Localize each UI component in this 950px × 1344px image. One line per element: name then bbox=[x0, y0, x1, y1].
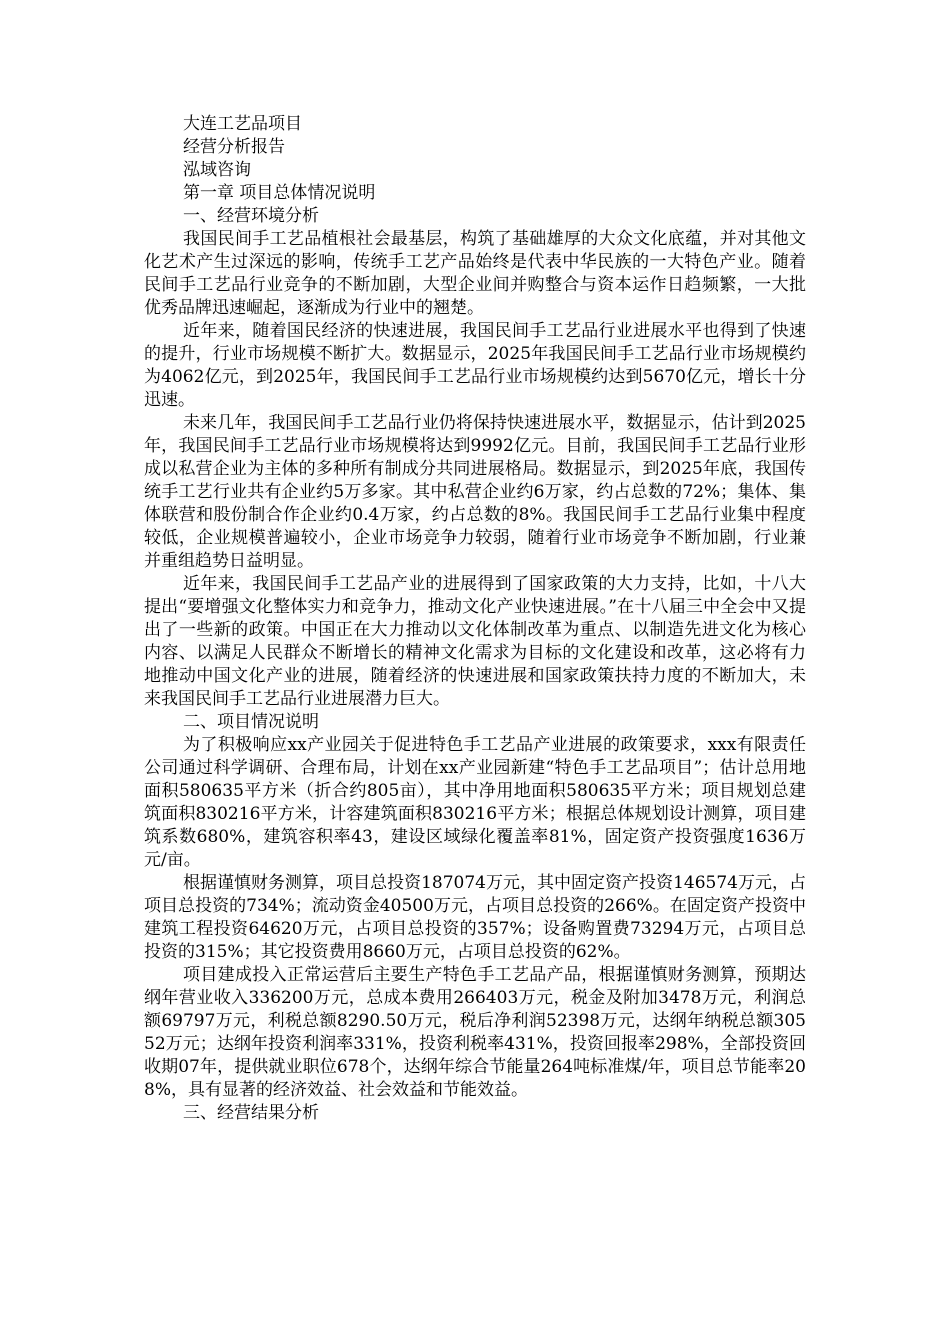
report-title: 经营分析报告 bbox=[183, 137, 285, 157]
paragraph: 根据谨慎财务测算，项目总投资187074万元，其中固定资产投资146574万元，占项目总投资的734%；流动资金40500万元，占项目总投资的266%。在固定资产投资中建筑工程投资64620万元，占项目总投资的357%；设备购置费73294万元，占项目总投资的315%；其它投资费用8660万元，占项目总投资的62%。 bbox=[144, 873, 806, 962]
section-heading-results: 三、经营结果分析 bbox=[183, 1103, 319, 1123]
paragraph: 未来几年，我国民间手工艺品行业仍将保持快速进展水平，数据显示，估计到2025年，我国民间手工艺品行业市场规模将达到9992亿元。目前，我国民间手工艺品行业形成以私营企业为主体的多种所有制成分共同进展格局。数据显示，到2025年底，我国传统手工艺行业共有企业约5万多家。其中私营企业约6万家，约占总数的72%；集体、集体联营和股份制合作企业约0.4万家，约占总数的8%。我国民间手工艺品行业集中程度较低，企业规模普遍较小，企业市场竞争力较弱，随着行业市场竞争不断加剧，行业兼并重组趋势日益明显。 bbox=[144, 413, 806, 571]
section-heading-environment: 一、经营环境分析 bbox=[183, 206, 319, 226]
paragraph: 我国民间手工艺品植根社会最基层，构筑了基础雄厚的大众文化底蕴，并对其他文化艺术产生过深远的影响，传统手工艺产品始终是代表中华民族的一大特色产业。随着民间手工艺品行业竞争的不断加剧，大型企业间并购整合与资本运作日趋频繁，一大批优秀品牌迅速崛起，逐渐成为行业中的翘楚。 bbox=[144, 229, 806, 318]
chapter-title: 第一章 项目总体情况说明 bbox=[183, 183, 376, 203]
company-name: 泓域咨询 bbox=[183, 160, 251, 180]
section-heading-project: 二、项目情况说明 bbox=[183, 712, 319, 732]
paragraph: 为了积极响应xx产业园关于促进特色手工艺品产业进展的政策要求，xxx有限责任公司通过科学调研、合理布局，计划在xx产业园新建“特色手工艺品项目”；估计总用地面积580635平方米（折合约805亩），其中净用地面积580635平方米；项目规划总建筑面积830216平方米，计容建筑面积830216平方米；根据总体规划设计测算，项目建筑系数680%，建筑容积率43，建设区域绿化覆盖率81%，固定资产投资强度1636万元/亩。 bbox=[144, 735, 806, 870]
project-title: 大连工艺品项目 bbox=[183, 114, 302, 134]
paragraph: 近年来，随着国民经济的快速进展，我国民间手工艺品行业进展水平也得到了快速的提升，行业市场规模不断扩大。数据显示，2025年我国民间手工艺品行业市场规模约为4062亿元，到2025年，我国民间手工艺品行业市场规模约达到5670亿元，增长十分迅速。 bbox=[144, 321, 806, 410]
document-body bbox=[144, 113, 806, 1125]
paragraph: 项目建成投入正常运营后主要生产特色手工艺品产品，根据谨慎财务测算，预期达纲年营业收入336200万元，总成本费用266403万元，税金及附加3478万元，利润总额69797万元，利税总额8290.50万元，税后净利润52398万元，达纲年纳税总额30552万元；达纲年投资利润率331%，投资利税率431%，投资回报率298%，全部投资回收期07年，提供就业职位678个，达纲年综合节能量264吨标准煤/年，项目总节能率208%，具有显著的经济效益、社会效益和节能效益。 bbox=[144, 965, 806, 1100]
paragraph: 近年来，我国民间手工艺品产业的进展得到了国家政策的大力支持，比如，十八大提出“要增强文化整体实力和竞争力，推动文化产业快速进展。”在十八届三中全会中又提出了一些新的政策。中国正在大力推动以文化体制改革为重点、以制造先进文化为核心内容、以满足人民群众不断增长的精神文化需求为目标的文化建设和改革，这必将有力地推动中国文化产业的进展，随着经济的快速进展和国家政策扶持力度的不断加大，未来我国民间手工艺品行业进展潜力巨大。 bbox=[144, 574, 806, 709]
